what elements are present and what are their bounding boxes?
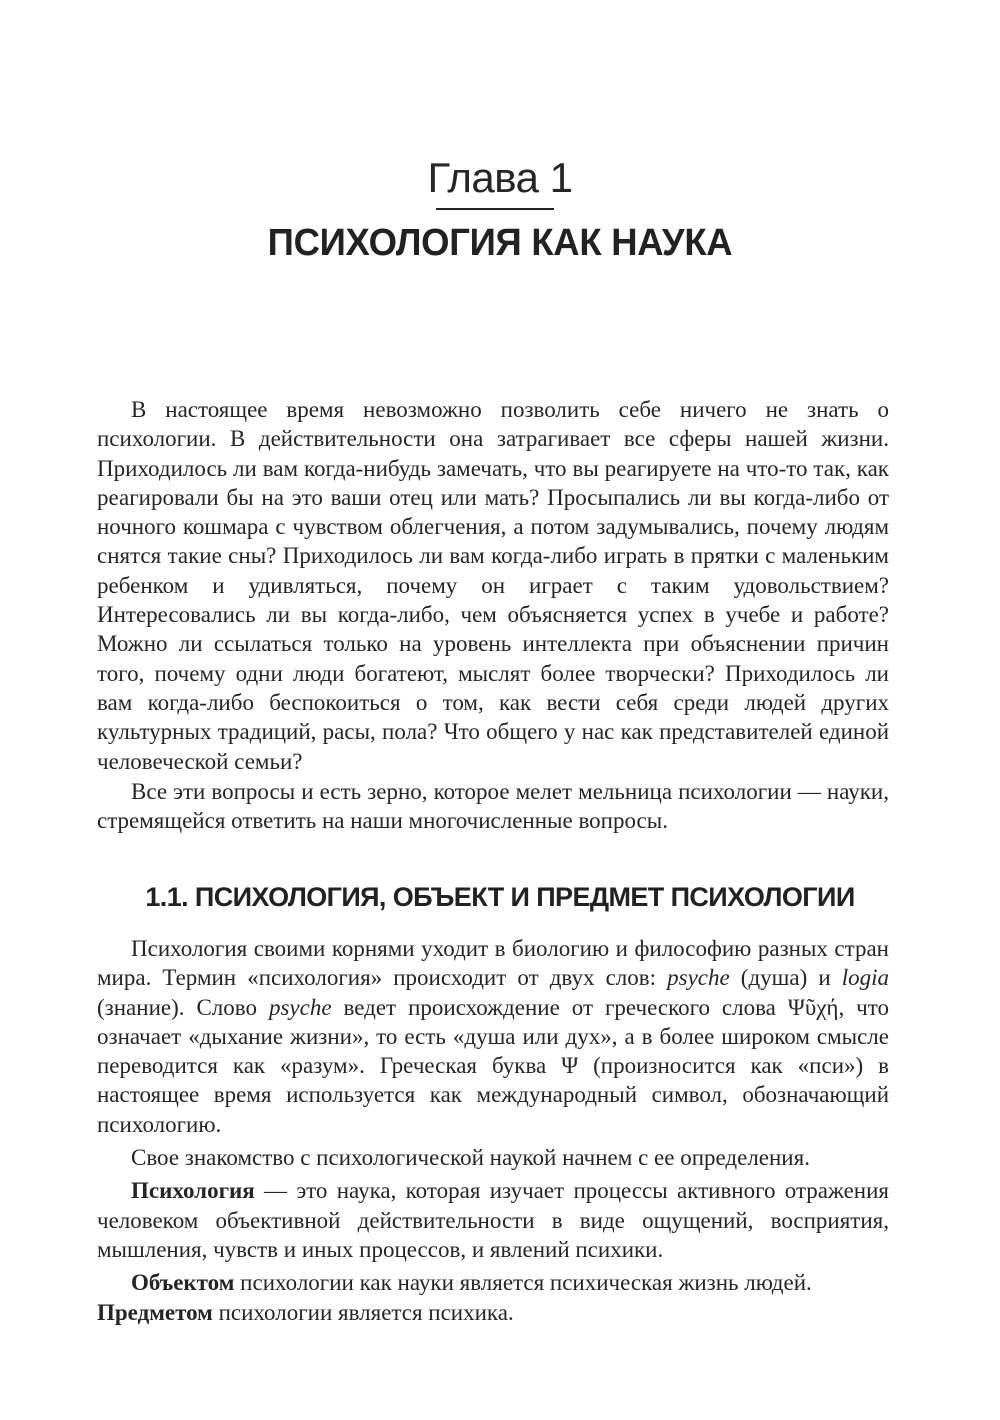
section-heading: 1.1. ПСИХОЛОГИЯ, ОБЪЕКТ И ПРЕДМЕТ ПСИХОЛОГИИ	[145, 882, 855, 912]
chapter-title: ПСИХОЛОГИЯ КАК НАУКА	[267, 222, 733, 264]
paragraph-text: ведет происхождение от греческого слова Ψῦχή, что означает «дыхание жизни», то есть «душа или дух», а в более широком смысле переводится как «разум». Греческая буква Ψ (произносится как «пси») в настоящее время используется как международный символ, обозначающий психологию.	[97, 994, 889, 1137]
term-psyche: psyche	[667, 965, 730, 991]
section-text	[97, 934, 889, 1327]
intro-text	[97, 395, 889, 835]
paragraph-text: (знание). Слово	[97, 994, 269, 1020]
definition-text: психологии является психика.	[212, 1299, 514, 1325]
paragraph-text: (душа) и	[729, 965, 842, 991]
definition-psychology	[97, 1176, 889, 1264]
intro-paragraph-1: В настоящее время невозможно позволить себе ничего не знать о психологии. В действительности она затрагивает все сферы нашей жизни. Приходилось ли вам когда-нибудь замечать, что вы реагируете на что-то так, как реагировали бы на это ваши отец или мать? Просыпались ли вы когда-либо от ночного кошмара с чувством облегчения, а потом задумывались, почему людям снятся такие сны? Приходилось ли вам когда-либо играть в прятки с маленьким ребенком и удивляться, почему он играет с таким удовольствием? Интересовались ли вы когда-либо, чем объясняется успех в учебе и работе? Можно ли ссылаться только на уровень интеллекта при объяснении причин того, почему одни люди богатеют, мыслят более творчески? Приходилось ли вам когда-либо беспокоиться о том, как вести себя среди людей других культурных традиций, расы, пола? Что общего у нас как представителей единой человеческой семьи?	[97, 397, 889, 774]
definition-text: психологии как науки является психическая жизнь людей.	[234, 1270, 812, 1296]
definition-subject	[97, 1298, 889, 1327]
term-psyche: psyche	[268, 994, 332, 1020]
definition-text: — это наука, которая изучает процессы активного отражения человеком объективной действительности в виде ощущений, восприятия, мышления, чувств и иных процессов, и явлений психики.	[97, 1178, 889, 1262]
definition-object	[97, 1268, 889, 1297]
section-paragraph-2: Свое знакомство с психологической наукой начнем с ее определения.	[131, 1145, 810, 1171]
term-logia: logia	[841, 965, 890, 991]
section-paragraph-1	[97, 934, 889, 1139]
paragraph-text: Психология своими корнями уходит в биологию и философию разных стран мира. Термин «психология» происходит от двух слов:	[97, 936, 889, 991]
chapter-underline	[436, 208, 554, 210]
chapter-label: Глава 1	[427, 154, 573, 201]
definition-term: Объектом	[131, 1270, 235, 1296]
definition-term: Предметом	[97, 1299, 213, 1325]
definition-term: Психология	[131, 1178, 255, 1204]
intro-paragraph-2: Все эти вопросы и есть зерно, которое мелет мельница психологии — науки, стремящейся ответить на наши многочисленные вопросы.	[97, 778, 889, 834]
